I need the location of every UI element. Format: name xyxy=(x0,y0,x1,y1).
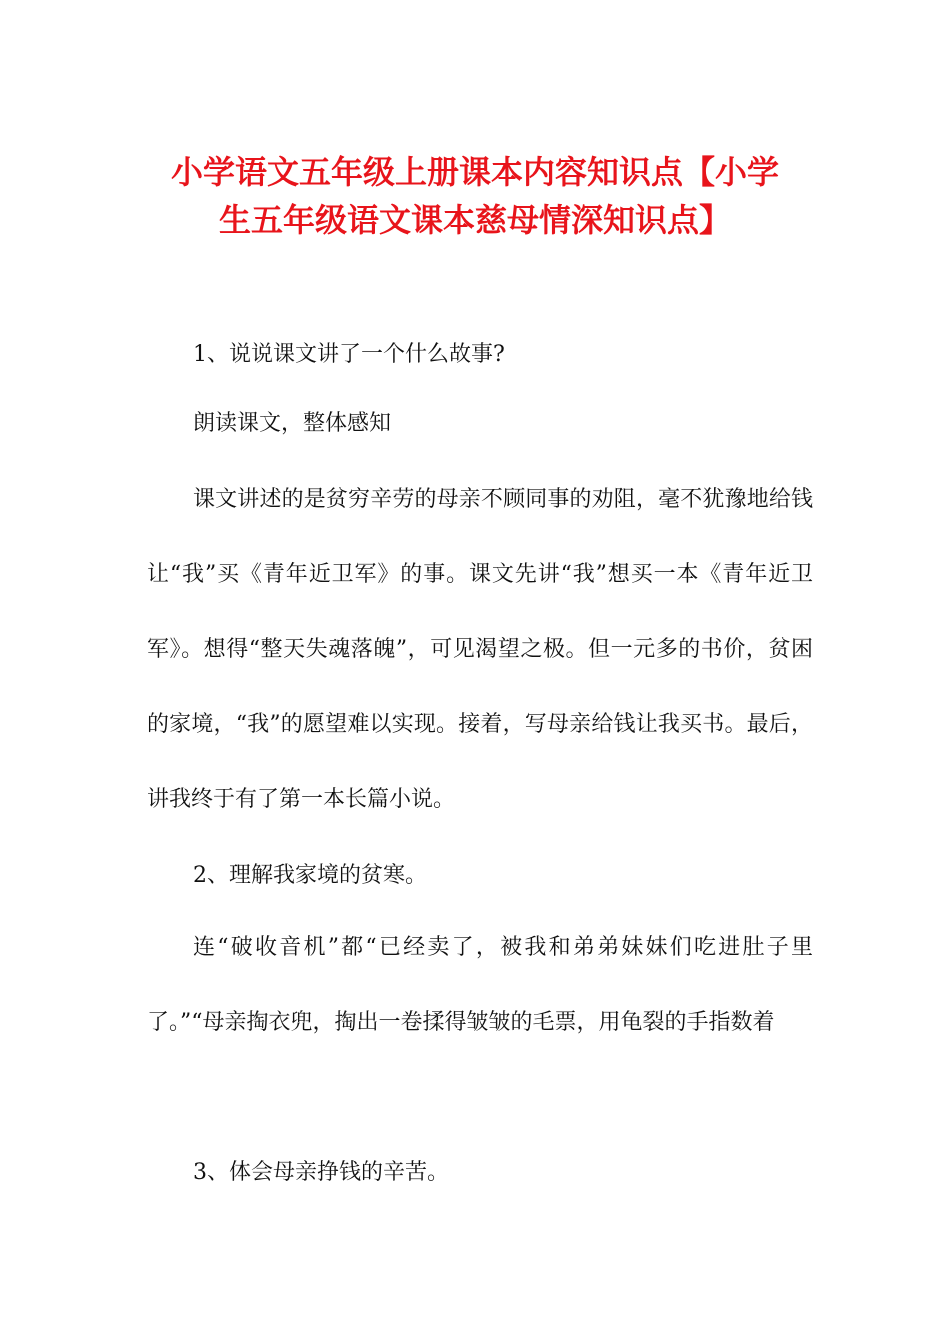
question-2: 2、理解我家境的贫寒。 xyxy=(193,863,427,888)
question-3: 3、体会母亲挣钱的辛苦。 xyxy=(193,1160,449,1185)
title-line-2: 生五年级语文课本慈母情深知识点】 xyxy=(218,201,731,239)
story-summary-paragraph: 课文讲述的是贫穷辛劳的母亲不顾同事的劝阻，毫不犹豫地给钱让“我”买《青年近卫军》的事。课文先讲“我”想买一本《青年近卫军》。想得“整天失魂落魄”，可见渴望之极。但一元多的书价，贫困的家境，“我”的愿望难以实现。接着，写母亲给钱让我买书。最后，讲我终于有了第一本长篇小说。 xyxy=(147,487,813,812)
question-1: 1、说说课文讲了一个什么故事? xyxy=(193,342,505,367)
section-heading-read-aloud: 朗读课文，整体感知 xyxy=(193,411,392,436)
title-line-1: 小学语文五年级上册课本内容知识点【小学 xyxy=(170,153,779,191)
poverty-detail-paragraph: 连“破收音机”都“已经卖了，被我和弟弟妹妹们吃进肚子里了。”“母亲掏衣兜，掏出一卷揉得皱皱的毛票，用龟裂的手指数着 xyxy=(147,935,813,1035)
document-title xyxy=(140,148,810,244)
